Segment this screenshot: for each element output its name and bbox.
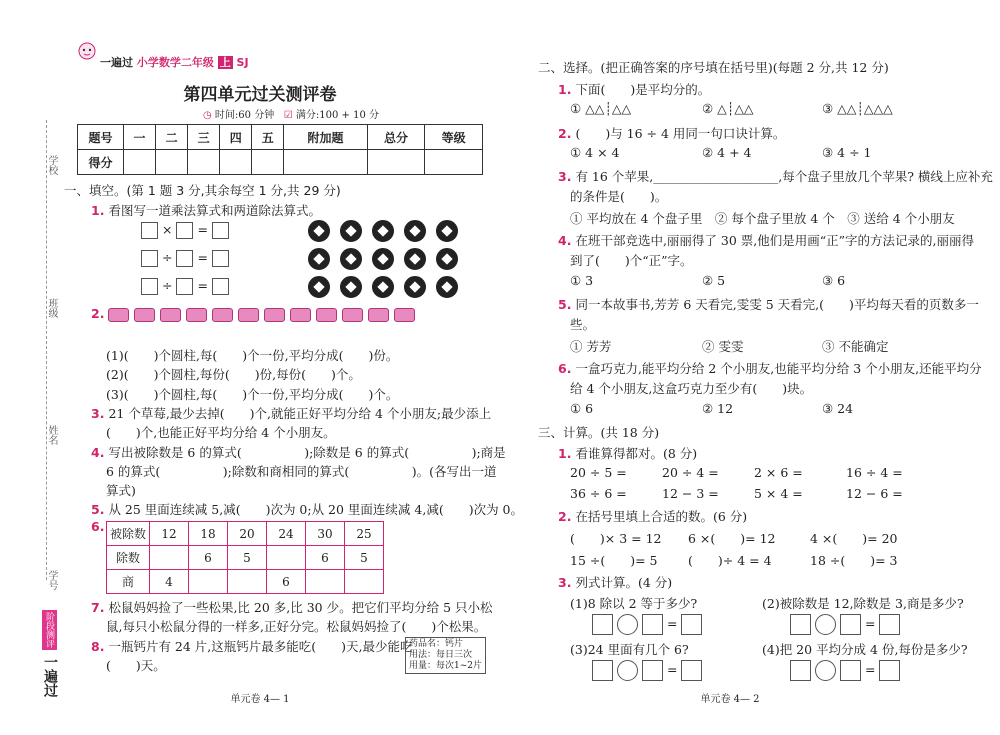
q6-row-divisor — [107, 546, 384, 570]
word-problem: (2)被除数是 12,除数是 3,商是多少? — [762, 596, 964, 611]
score-header-cell: 附加题 — [284, 125, 367, 150]
cylinder-icon — [186, 308, 207, 322]
c5-option-3[interactable]: ③ 不能确定 — [822, 339, 889, 354]
side-brand-logo: 一遍过 — [42, 655, 58, 697]
k3-answer-1 — [592, 614, 702, 635]
c2-option-3[interactable]: ③ 4 ÷ 1 — [822, 145, 872, 160]
operator-circle[interactable] — [815, 660, 836, 681]
c1-option-1[interactable]: ① △△┊△△ — [570, 101, 632, 116]
answer-box[interactable] — [176, 250, 193, 267]
answer-box[interactable] — [790, 614, 811, 635]
section-1-heading — [64, 181, 341, 199]
side-label-class: 班级 — [46, 298, 57, 318]
c6-text: 一盒巧克力,能平均分给 2 个小朋友,也能平均分给 3 个小朋友,还能平均分 — [575, 361, 982, 376]
medicine-label — [405, 637, 486, 674]
score-header-cell: 四 — [220, 125, 252, 150]
c5-option-1[interactable]: ① 芳芳 — [570, 339, 612, 354]
row-label: 商 — [107, 570, 150, 594]
medicine-name: 药品名：钙片 — [409, 639, 464, 649]
answer-box[interactable] — [176, 222, 193, 239]
c3-options[interactable]: ① 平均放在 4 个盘子里 ② 每个盘子里放 4 个 ③ 送给 4 个小朋友 — [570, 211, 955, 226]
q4-number: 4. — [91, 445, 105, 460]
q8-line-2: ( )天。 — [106, 658, 166, 673]
brand-name: 一遍过 — [100, 56, 133, 69]
score-header-cell: 三 — [188, 125, 220, 150]
c4-line-1 — [558, 231, 974, 249]
k3-answer-2 — [790, 614, 900, 635]
k3 — [558, 573, 672, 591]
football-icon — [308, 220, 330, 242]
score-table-header — [78, 125, 483, 150]
answer-box[interactable] — [592, 614, 613, 635]
q3-line-1 — [91, 404, 491, 422]
operator-circle[interactable] — [815, 614, 836, 635]
cylinder-row — [108, 306, 420, 321]
score-table — [77, 124, 483, 175]
score-header-cell: 题号 — [78, 125, 124, 150]
k2-text: 在括号里填上合适的数。(6 分) — [575, 509, 748, 524]
table-cell[interactable]: 6 — [189, 546, 228, 570]
calc-item: 20 ÷ 4 = — [662, 465, 719, 480]
score-input-cell[interactable] — [188, 150, 220, 175]
calc-item: 5 × 4 = — [754, 486, 803, 501]
q8-text: 一瓶钙片有 24 片,这瓶钙片最多能吃( )天,最少能吃 — [108, 639, 413, 654]
q1-number: 1. — [91, 203, 105, 218]
c5-line-2: 些。 — [570, 317, 596, 332]
q3-text: 21 个草莓,最少去掉( )个,就能正好平均分给 4 个小朋友;最少添上 — [108, 406, 492, 421]
side-label-school: 学校 — [46, 155, 57, 175]
q5-text: 从 25 里面连续减 5,减( )次为 0;从 20 里面连续减 4,减( )次为 0。 — [108, 502, 524, 517]
answer-box[interactable] — [212, 222, 229, 239]
page-footer: 单元卷 4— 1 — [230, 694, 290, 705]
section-3-heading: 三、计算。(共 18 分) — [538, 425, 660, 440]
c2-number: 2. — [558, 126, 572, 141]
score-input-cell[interactable] — [252, 150, 284, 175]
football-icon — [340, 220, 362, 242]
football-icon — [372, 220, 394, 242]
table-cell[interactable]: 18 — [189, 522, 228, 546]
football-icon — [308, 248, 330, 270]
eq-sign: = — [197, 222, 208, 237]
score-header-cell: 一 — [124, 125, 156, 150]
op-sign: ÷ — [161, 278, 173, 293]
table-cell[interactable]: 25 — [345, 522, 384, 546]
c3-line-2: 的条件是( )。 — [570, 189, 668, 204]
table-cell[interactable] — [267, 546, 306, 570]
score-header-cell: 总分 — [367, 125, 425, 150]
fill-item[interactable]: 15 ÷( )= 5 — [570, 553, 658, 568]
calc-item: 20 ÷ 5 = — [570, 465, 627, 480]
football-icon — [436, 220, 458, 242]
q3-line-2: ( )个,也能正好平均分给 4 个小朋友。 — [106, 425, 336, 440]
calc-item: 2 × 6 = — [754, 465, 803, 480]
row-label: 被除数 — [107, 522, 150, 546]
c6-option-2[interactable]: ② 12 — [702, 401, 734, 416]
football-icon — [340, 276, 362, 298]
score-input-cell[interactable] — [284, 150, 367, 175]
answer-box[interactable] — [879, 660, 900, 681]
q7-line-1 — [91, 598, 493, 616]
q8-line-1 — [91, 637, 413, 655]
clock-icon: ◷ — [203, 110, 212, 121]
table-cell[interactable]: 6 — [306, 546, 345, 570]
word-problem: (4)把 20 平均分成 4 份,每份是多少? — [762, 642, 968, 657]
table-cell[interactable]: 24 — [267, 522, 306, 546]
k1-number: 1. — [558, 446, 572, 461]
c4-option-1[interactable]: ① 3 — [570, 273, 594, 288]
calc-item: 12 − 6 = — [846, 486, 903, 501]
q1-eq-2 — [141, 250, 229, 267]
football-icon — [308, 276, 330, 298]
answer-box[interactable] — [212, 250, 229, 267]
q4-line-1 — [91, 443, 506, 461]
c6-option-1[interactable]: ① 6 — [570, 401, 594, 416]
header-subtitle: 小学数学二年级 — [136, 56, 214, 69]
football-icon — [372, 248, 394, 270]
football-icon — [436, 248, 458, 270]
section-1-text: 一、填空。(第 1 题 3 分,其余每空 1 分,共 29 分) — [64, 183, 341, 198]
q6-number: 6. — [91, 519, 105, 534]
c1-text: 下面( )是平均分的。 — [575, 82, 711, 97]
q6-row-dividend — [107, 522, 384, 546]
q1 — [91, 201, 321, 219]
score-table-row — [78, 150, 483, 175]
c5-option-2[interactable]: ② 雯雯 — [702, 339, 744, 354]
q4-line-2: 6 的算式( );除数和商相同的算式( )。(各写出一道 — [106, 464, 497, 479]
k1 — [558, 444, 697, 462]
calc-item: 36 ÷ 6 = — [570, 486, 627, 501]
op-sign: ÷ — [161, 250, 173, 265]
score-input-cell[interactable] — [425, 150, 483, 175]
binding-line — [46, 120, 47, 580]
table-cell[interactable] — [306, 570, 345, 594]
page-footer: 单元卷 4— 2 — [700, 694, 760, 705]
op-sign: × — [161, 222, 173, 237]
football-grid — [308, 220, 468, 300]
word-problem: (3)24 里面有几个 6? — [570, 642, 689, 657]
k2-number: 2. — [558, 509, 572, 524]
side-label-name: 姓名 — [46, 425, 57, 445]
q6-table — [106, 521, 384, 594]
score-input-cell[interactable] — [156, 150, 188, 175]
side-label-number: 学号 — [46, 570, 57, 590]
brand-logo — [100, 54, 249, 70]
cylinder-icon — [108, 308, 129, 322]
c6-line-1 — [558, 359, 982, 377]
q2-number: 2. — [91, 306, 105, 321]
check-icon: ☑ — [283, 110, 293, 121]
eq-sign: = — [197, 250, 208, 265]
c4-option-2[interactable]: ② 5 — [702, 273, 726, 288]
c3-line-1 — [558, 167, 993, 185]
fill-item[interactable]: 18 ÷( )= 3 — [810, 553, 898, 568]
table-cell[interactable]: 20 — [228, 522, 267, 546]
table-cell[interactable] — [150, 546, 189, 570]
q2 — [91, 306, 420, 322]
eq-sign: = — [197, 278, 208, 293]
table-cell[interactable]: 30 — [306, 522, 345, 546]
exam-meta — [203, 106, 379, 121]
answer-box[interactable] — [642, 614, 663, 635]
eq-sign: = — [864, 662, 876, 677]
full-score: 满分:100 + 10 分 — [295, 110, 380, 121]
q2-line-3: (3)( )个圆柱,每( )个一份,平均分成( )个。 — [106, 387, 399, 402]
answer-box[interactable] — [212, 278, 229, 295]
football-icon — [404, 220, 426, 242]
answer-box[interactable] — [681, 614, 702, 635]
mascot-icon — [76, 40, 98, 62]
c1 — [558, 80, 710, 98]
answer-box[interactable] — [681, 660, 702, 681]
cylinder-icon — [316, 308, 337, 322]
answer-box[interactable] — [141, 250, 158, 267]
table-cell[interactable]: 4 — [150, 570, 189, 594]
score-header-cell: 二 — [156, 125, 188, 150]
medicine-dosage: 用量：每次1~2片 — [409, 661, 482, 671]
answer-box[interactable] — [840, 660, 861, 681]
answer-box[interactable] — [879, 614, 900, 635]
k3-text: 列式计算。(4 分) — [575, 575, 673, 590]
q1-eq-3 — [141, 278, 229, 295]
calc-item: 12 − 3 = — [662, 486, 719, 501]
q6-row-quotient — [107, 570, 384, 594]
football-icon — [340, 248, 362, 270]
table-cell[interactable]: 6 — [267, 570, 306, 594]
table-cell[interactable]: 5 — [345, 546, 384, 570]
cylinder-icon — [238, 308, 259, 322]
c4-text: 在班干部竞选中,丽丽得了 30 票,他们是用画“正”字的方法记录的,丽丽得 — [575, 233, 974, 248]
fill-item[interactable]: 4 ×( )= 20 — [810, 531, 898, 546]
football-icon — [372, 276, 394, 298]
answer-box[interactable] — [840, 614, 861, 635]
cylinder-icon — [212, 308, 233, 322]
c2 — [558, 124, 785, 142]
c4-number: 4. — [558, 233, 572, 248]
c6-option-3[interactable]: ③ 24 — [822, 401, 854, 416]
k3-answer-3 — [592, 660, 702, 681]
q5 — [91, 500, 523, 518]
fill-item[interactable]: ( )× 3 = 12 — [570, 531, 662, 546]
q5-number: 5. — [91, 502, 105, 517]
answer-box[interactable] — [141, 278, 158, 295]
k3-answer-4 — [790, 660, 900, 681]
q7-text: 松鼠妈妈捡了一些松果,比 20 多,比 30 少。把它们平均分给 5 只小松 — [108, 600, 493, 615]
c4-line-2: 到了( )个“正”字。 — [570, 253, 693, 268]
score-input-cell[interactable] — [220, 150, 252, 175]
c5-text: 同一本故事书,芳芳 6 天看完,雯雯 5 天看完,( )平均每天看的页数多一 — [575, 297, 979, 312]
calc-item: 16 ÷ 4 = — [846, 465, 903, 480]
q4-text: 写出被除数是 6 的算式( );除数是 6 的算式( );商是 — [108, 445, 506, 460]
c5-number: 5. — [558, 297, 572, 312]
medicine-usage: 用法：每日三次 — [409, 650, 473, 660]
c6-number: 6. — [558, 361, 572, 376]
answer-box[interactable] — [642, 660, 663, 681]
grade-badge: 上 — [219, 56, 231, 69]
k3-number: 3. — [558, 575, 572, 590]
row-label: 除数 — [107, 546, 150, 570]
edition-label: SJ — [236, 56, 249, 69]
table-cell[interactable] — [228, 570, 267, 594]
cylinder-icon — [394, 308, 415, 322]
q6 — [91, 519, 104, 534]
cylinder-icon — [290, 308, 311, 322]
c2-option-1[interactable]: ① 4 × 4 — [570, 145, 620, 160]
q7-number: 7. — [91, 600, 105, 615]
k1-text: 看谁算得都对。(8 分) — [575, 446, 698, 461]
q1-eq-1 — [141, 222, 229, 239]
football-icon — [436, 276, 458, 298]
c4-option-3[interactable]: ③ 6 — [822, 273, 846, 288]
cylinder-icon — [342, 308, 363, 322]
eq-sign: = — [666, 662, 678, 677]
c2-option-2[interactable]: ② 4 + 4 — [702, 145, 752, 160]
q2-line-2: (2)( )个圆柱,每份( )份,每份( )个。 — [106, 367, 361, 382]
table-cell[interactable] — [345, 570, 384, 594]
q3-number: 3. — [91, 406, 105, 421]
football-icon — [404, 276, 426, 298]
score-input-cell[interactable] — [367, 150, 425, 175]
q7-line-2: 鼠,每只小松鼠分得的一样多,正好分完。松鼠妈妈捡了( )个松果。 — [106, 619, 487, 634]
q1-text: 看图写一道乘法算式和两道除法算式。 — [108, 203, 321, 218]
score-input-cell[interactable] — [124, 150, 156, 175]
q2-line-1: (1)( )个圆柱,每( )个一份,平均分成( )份。 — [106, 348, 399, 363]
cylinder-icon — [368, 308, 389, 322]
right-page — [500, 0, 1000, 735]
score-row-label: 得分 — [78, 150, 124, 175]
answer-box[interactable] — [790, 660, 811, 681]
score-header-cell: 五 — [252, 125, 284, 150]
k2 — [558, 507, 747, 525]
operator-circle[interactable] — [617, 660, 638, 681]
cylinder-icon — [134, 308, 155, 322]
table-cell[interactable]: 5 — [228, 546, 267, 570]
word-problem: (1)8 除以 2 等于多少? — [570, 596, 698, 611]
side-tag: 阶段测评 — [42, 610, 57, 650]
score-header-cell: 等级 — [425, 125, 483, 150]
cylinder-icon — [264, 308, 285, 322]
fill-item[interactable]: ( )÷ 4 = 4 — [688, 553, 772, 568]
operator-circle[interactable] — [617, 614, 638, 635]
section-2-heading: 二、选择。(把正确答案的序号填在括号里)(每题 2 分,共 12 分) — [538, 60, 889, 75]
time-limit: 时间:60 分钟 — [214, 110, 275, 121]
c1-option-3[interactable]: ③ △△┊△△△ — [822, 101, 893, 116]
c3-text: 有 16 个苹果,____________________,每个盘子里放几个苹果? 横线上应补充 — [575, 169, 993, 184]
answer-box[interactable] — [592, 660, 613, 681]
answer-box[interactable] — [176, 278, 193, 295]
table-cell[interactable]: 12 — [150, 522, 189, 546]
q8-number: 8. — [91, 639, 105, 654]
table-cell[interactable] — [189, 570, 228, 594]
fill-item[interactable]: 6 ×( )= 12 — [688, 531, 776, 546]
c6-line-2: 给 4 个小朋友,这盒巧克力至少有( )块。 — [570, 381, 813, 396]
q4-line-3: 算式) — [106, 483, 136, 498]
c1-option-2[interactable]: ② △┊△△ — [702, 101, 754, 116]
c2-text: ( )与 16 ÷ 4 用同一句口诀计算。 — [575, 126, 786, 141]
c5-line-1 — [558, 295, 979, 313]
c3-number: 3. — [558, 169, 572, 184]
answer-box[interactable] — [141, 222, 158, 239]
football-icon — [404, 248, 426, 270]
cylinder-icon — [160, 308, 181, 322]
page-title: 第四单元过关测评卷 — [183, 85, 337, 105]
eq-sign: = — [864, 616, 876, 631]
c1-number: 1. — [558, 82, 572, 97]
eq-sign: = — [666, 616, 678, 631]
